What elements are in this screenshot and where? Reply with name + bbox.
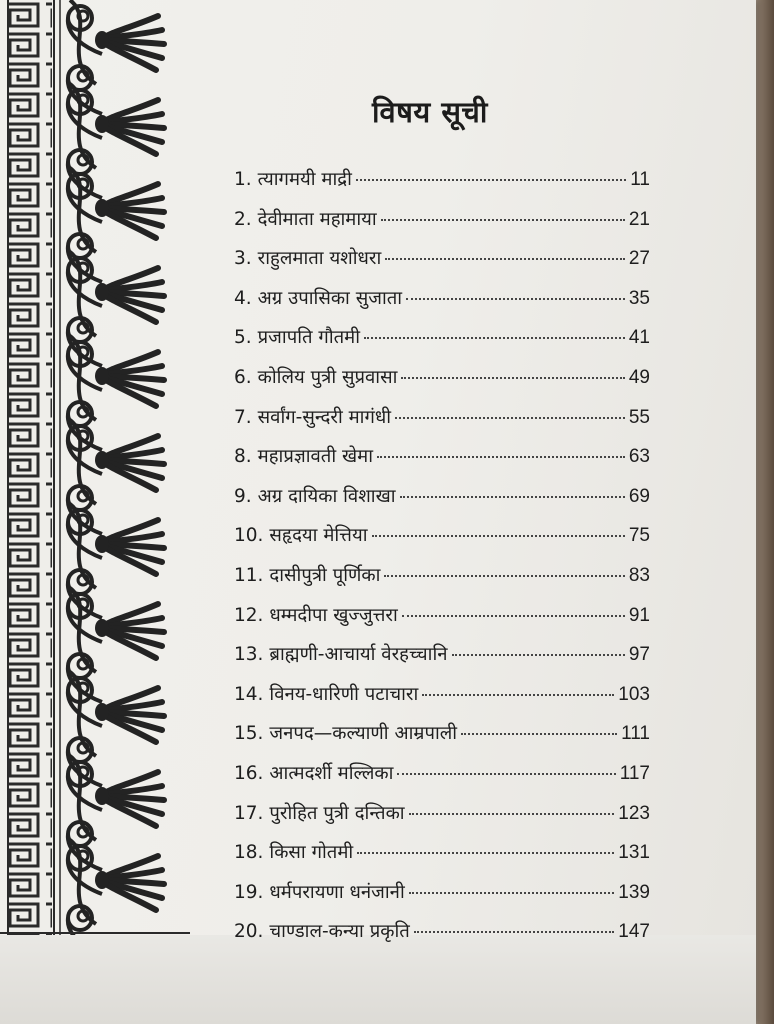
toc-entry-title: अग्र दायिका विशाखा	[257, 485, 396, 507]
toc-entry-title: कोलिय पुत्री सुप्रवासा	[257, 366, 398, 388]
toc-entry-page-number: 11	[630, 169, 650, 190]
toc-entry	[234, 206, 650, 246]
toc-entry	[234, 562, 650, 602]
toc-entry-number: 4.	[234, 287, 252, 309]
toc-entry-number: 5.	[234, 327, 252, 349]
toc-entry-number: 9.	[234, 485, 252, 507]
dot-leader	[384, 575, 624, 577]
toc-entry-number: 1.	[234, 169, 252, 190]
toc-entry-page-number: 91	[628, 604, 650, 626]
toc-entry-page-number: 69	[628, 485, 650, 507]
toc-entry-number: 6.	[234, 366, 252, 388]
toc-entry-number: 20.	[234, 921, 264, 943]
toc-entry-number: 14.	[234, 683, 264, 705]
toc-entry-title: जनपद—कल्याणी आम्रपाली	[269, 723, 458, 745]
toc-entry-title: दासीपुत्री पूर्णिका	[269, 564, 381, 586]
dot-leader	[400, 496, 625, 498]
toc-entry-title: महाप्रज्ञावती खेमा	[257, 446, 374, 468]
toc-entry-number: 17.	[234, 802, 264, 824]
toc-entry-title: विनय-धारिणी पटाचारा	[269, 683, 419, 705]
toc-entry	[234, 839, 650, 879]
toc-entry-page-number: 83	[628, 564, 650, 586]
toc-entry	[234, 602, 650, 642]
toc-entry-number: 19.	[234, 881, 264, 903]
toc-entry	[234, 641, 650, 681]
toc-entry-number: 10.	[234, 525, 264, 547]
toc-entry	[234, 879, 650, 919]
toc-entry-page-number: 41	[628, 327, 650, 349]
toc-entry-page-number: 27	[628, 248, 650, 270]
toc-entry	[234, 166, 650, 206]
toc-entry	[234, 800, 650, 840]
toc-entry-page-number: 49	[628, 366, 650, 388]
decorative-border	[0, 0, 190, 935]
dot-leader	[364, 337, 625, 339]
toc-entry-number: 13.	[234, 644, 264, 666]
toc-entry-page-number: 111	[621, 723, 650, 745]
toc-entry	[234, 760, 650, 800]
toc-entry	[234, 522, 650, 562]
dot-leader	[357, 852, 614, 854]
toc-entry-title: धम्मदीपा खुज्जुत्तरा	[269, 604, 398, 626]
dot-leader	[356, 179, 626, 181]
toc-entry-number: 12.	[234, 604, 264, 626]
toc-entry-title: ब्राह्मणी-आचार्या वेरहच्चानि	[269, 644, 448, 666]
dot-leader	[461, 733, 617, 735]
toc-entry-title: अग्र उपासिका सुजाता	[257, 287, 403, 309]
table-of-contents	[234, 166, 650, 958]
toc-entry-page-number: 103	[618, 683, 650, 705]
toc-entry-page-number: 139	[618, 881, 650, 903]
toc-entry	[234, 681, 650, 721]
toc-entry-page-number: 123	[618, 802, 650, 824]
dot-leader	[385, 258, 625, 260]
toc-entry-number: 16.	[234, 762, 264, 784]
toc-entry-page-number: 97	[628, 644, 650, 666]
toc-entry	[234, 483, 650, 523]
toc-entry-title: चाण्डाल-कन्या प्रकृति	[269, 921, 410, 943]
toc-entry-page-number: 35	[628, 287, 650, 309]
toc-entry-title: देवीमाता महामाया	[257, 208, 377, 230]
dot-leader	[402, 615, 625, 617]
dot-leader	[372, 535, 625, 537]
toc-entry	[234, 285, 650, 325]
dot-leader	[452, 654, 625, 656]
toc-entry-number: 7.	[234, 406, 252, 428]
toc-entry	[234, 404, 650, 444]
dot-leader	[381, 219, 625, 221]
toc-entry-page-number: 131	[618, 842, 650, 864]
dot-leader	[395, 417, 625, 419]
dot-leader	[414, 931, 615, 933]
toc-entry-title: किसा गोतमी	[269, 842, 354, 864]
toc-entry-number: 2.	[234, 208, 252, 230]
toc-entry-title: पुरोहित पुत्री दन्तिका	[269, 802, 405, 824]
toc-entry	[234, 324, 650, 364]
dot-leader	[401, 377, 624, 379]
toc-entry-page-number: 75	[628, 525, 650, 547]
dot-leader	[409, 892, 615, 894]
page-title: विषय सूची	[372, 95, 488, 129]
toc-entry-number: 15.	[234, 723, 264, 745]
toc-entry-title: प्रजापति गौतमी	[257, 327, 361, 349]
toc-entry-number: 11.	[234, 564, 264, 586]
dot-leader	[406, 298, 625, 300]
dot-leader	[397, 773, 615, 775]
toc-entry-title: त्यागमयी माद्री	[257, 169, 352, 190]
dot-leader	[377, 456, 625, 458]
dot-leader	[422, 694, 614, 696]
toc-entry-title: सर्वांग-सुन्दरी मागंधी	[257, 406, 392, 428]
dot-leader	[409, 813, 615, 815]
toc-entry-page-number: 55	[628, 406, 650, 428]
toc-entry-number: 8.	[234, 446, 252, 468]
toc-entry-number: 18.	[234, 842, 264, 864]
toc-entry	[234, 918, 650, 958]
toc-entry-page-number: 147	[618, 921, 650, 943]
toc-entry-title: राहुलमाता यशोधरा	[257, 248, 382, 270]
toc-entry-title: आत्मदर्शी मल्लिका	[269, 762, 394, 784]
toc-entry-number: 3.	[234, 248, 252, 270]
toc-entry-page-number: 117	[619, 762, 650, 784]
toc-entry	[234, 245, 650, 285]
toc-entry-title: धर्मपरायणा धनंजानी	[269, 881, 405, 903]
toc-entry-page-number: 63	[628, 446, 650, 468]
toc-entry	[234, 443, 650, 483]
toc-entry-page-number: 21	[628, 208, 650, 230]
toc-entry	[234, 364, 650, 404]
toc-entry-title: सहृदया मेत्तिया	[269, 525, 368, 547]
toc-entry	[234, 720, 650, 760]
